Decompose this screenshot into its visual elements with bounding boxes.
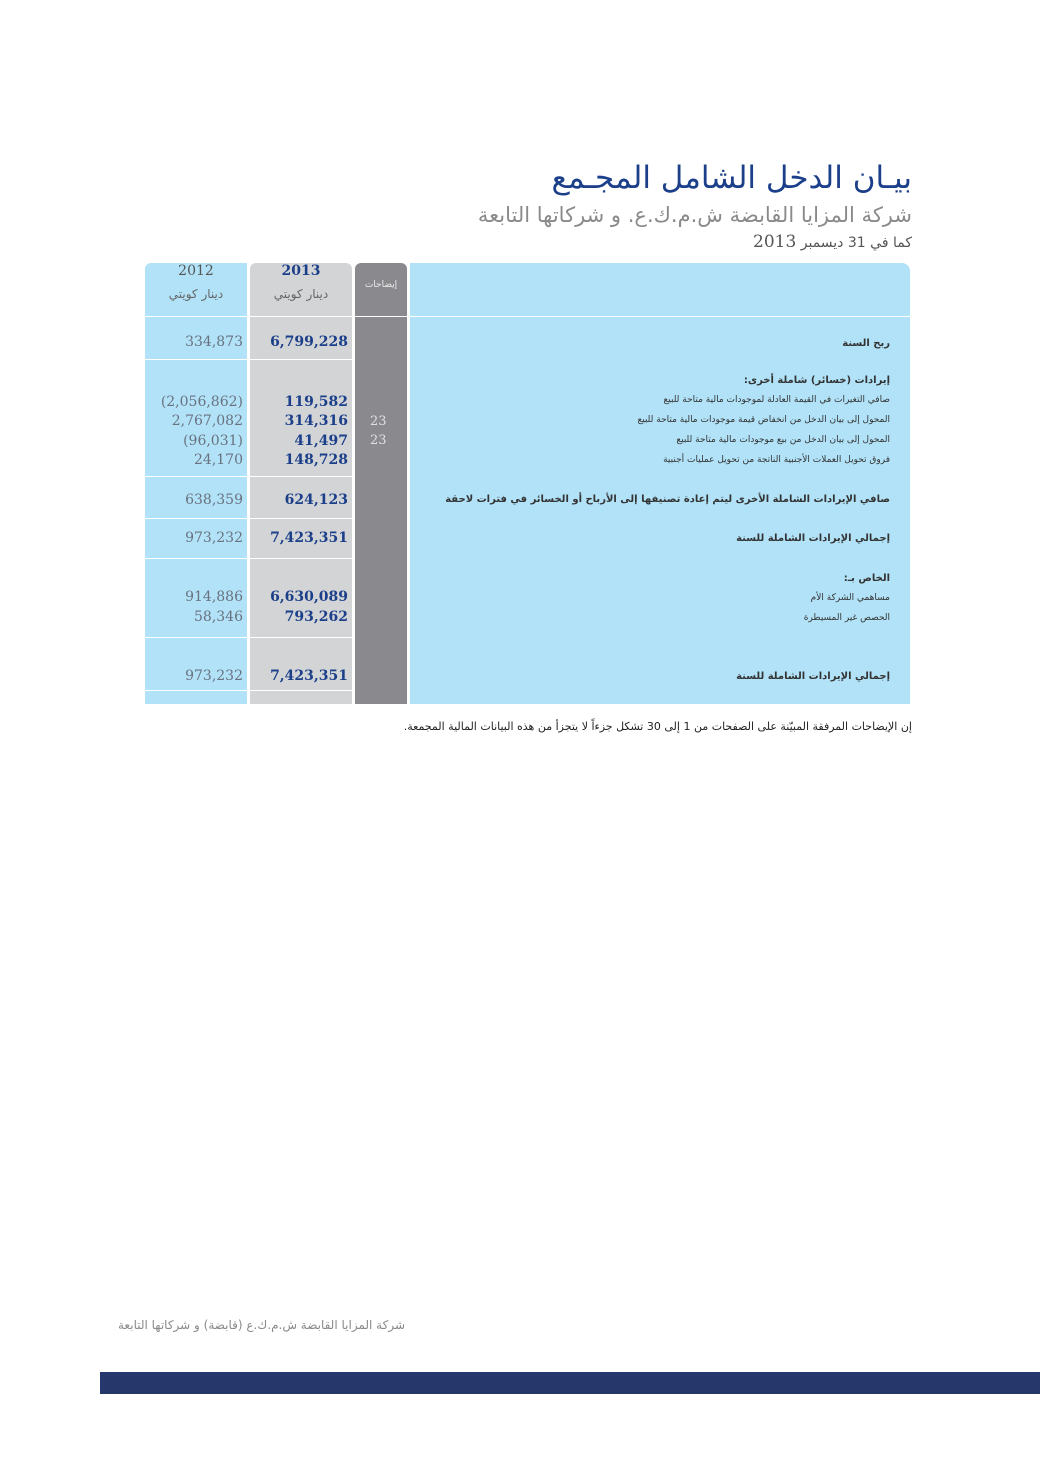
row-label-oci-heading: إيرادات (خسائر) شاملة أخرى: <box>743 375 890 386</box>
value-2013-parent: 6,630,089 <box>270 589 348 605</box>
footer-company: شركة المزايا القابضة ش.م.ك.ع (قابضة) و شركاتها التابعة <box>118 1318 406 1332</box>
page-title: بيـان الدخل الشامل المجـمع <box>551 160 912 196</box>
value-2012-total-attributable: 973,232 <box>185 668 243 684</box>
row-divider <box>145 558 352 559</box>
as-of-date <box>753 232 912 252</box>
footnote: إن الإيضاحات المرفقة المبيّنة على الصفحات من 1 إلى 30 تشكل جزءاً لا يتجزأ من هذه البيانات المالية المجمعة. <box>403 720 912 733</box>
row-label-attributable-heading: الخاص بـ: <box>843 573 890 584</box>
notes-header: إيضاحات <box>364 280 398 290</box>
value-2013-nci: 793,262 <box>284 609 348 625</box>
row-label-fx: فروق تحويل العملات الأجنبية الناتجة من تحويل عمليات أجنبية <box>663 455 890 465</box>
row-label-net-oci: صافي الإيرادات الشاملة الأخرى ليتم إعادة تصنيفها إلى الأرباح أو الخسائر في فترات لاحقة <box>445 494 890 505</box>
year-2012-header: 2012 <box>178 263 214 279</box>
value-2013-fv-change: 119,582 <box>284 394 348 410</box>
value-2013-total-attributable: 7,423,351 <box>270 668 348 684</box>
row-label-fv-change: صافي التغيرات في القيمة العادلة لموجودات مالية متاحة للبيع <box>663 395 890 405</box>
row-label-nci: الحصص غير المسيطرة <box>803 613 890 623</box>
value-2013-sale-transfer: 41,497 <box>294 433 348 449</box>
year-2013-header: 2013 <box>281 263 321 279</box>
company-name: شركة المزايا القابضة ش.م.ك.ع. و شركاتها التابعة <box>477 203 912 227</box>
note-impairment: 23 <box>370 414 387 429</box>
row-divider <box>145 690 352 691</box>
footer-bar <box>100 1372 1040 1394</box>
value-2012-fx: 24,170 <box>194 452 243 468</box>
note-sale-transfer: 23 <box>370 433 387 448</box>
notes-column <box>355 263 407 704</box>
value-2012-parent: 914,886 <box>185 589 243 605</box>
value-2012-total: 973,232 <box>185 530 243 546</box>
value-2012-fv-change: (2,056,862) <box>160 394 243 410</box>
value-2012-nci: 58,346 <box>194 609 243 625</box>
row-divider <box>145 476 352 477</box>
row-divider <box>145 518 352 519</box>
row-label-total-attributable: إجمالي الإيرادات الشاملة للسنة <box>736 671 890 682</box>
description-column <box>410 263 910 704</box>
row-label-sale-transfer: المحول إلى بيان الدخل من بيع موجودات مالية متاحة للبيع <box>676 435 890 445</box>
currency-2012-header: دينار كويتي <box>168 287 224 301</box>
value-2013-total: 7,423,351 <box>270 530 348 546</box>
row-divider <box>145 359 352 360</box>
value-2012-sale-transfer: (96,031) <box>183 433 243 449</box>
currency-2013-header: دينار كويتي <box>273 287 329 301</box>
value-2013-fx: 148,728 <box>284 452 348 468</box>
value-2012-impairment: 2,767,082 <box>171 413 243 429</box>
value-2013-impairment: 314,316 <box>284 413 348 429</box>
row-label-total: إجمالي الإيرادات الشاملة للسنة <box>736 533 890 544</box>
row-divider <box>145 637 352 638</box>
as-of-prefix: كما في 31 ديسمبر <box>800 235 912 251</box>
value-2012-net-oci: 638,359 <box>185 492 243 508</box>
value-2013-profit: 6,799,228 <box>270 334 348 350</box>
row-label-parent: مساهمي الشركة الأم <box>810 593 890 603</box>
as-of-year: 2013 <box>753 232 797 252</box>
row-label-impairment: المحول إلى بيان الدخل من انخفاض قيمة موجودات مالية متاحة للبيع <box>637 415 890 425</box>
header-divider <box>145 316 910 317</box>
value-2012-profit: 334,873 <box>185 334 243 350</box>
row-label-profit: ربح السنة <box>842 338 890 349</box>
value-2013-net-oci: 624,123 <box>284 492 348 508</box>
